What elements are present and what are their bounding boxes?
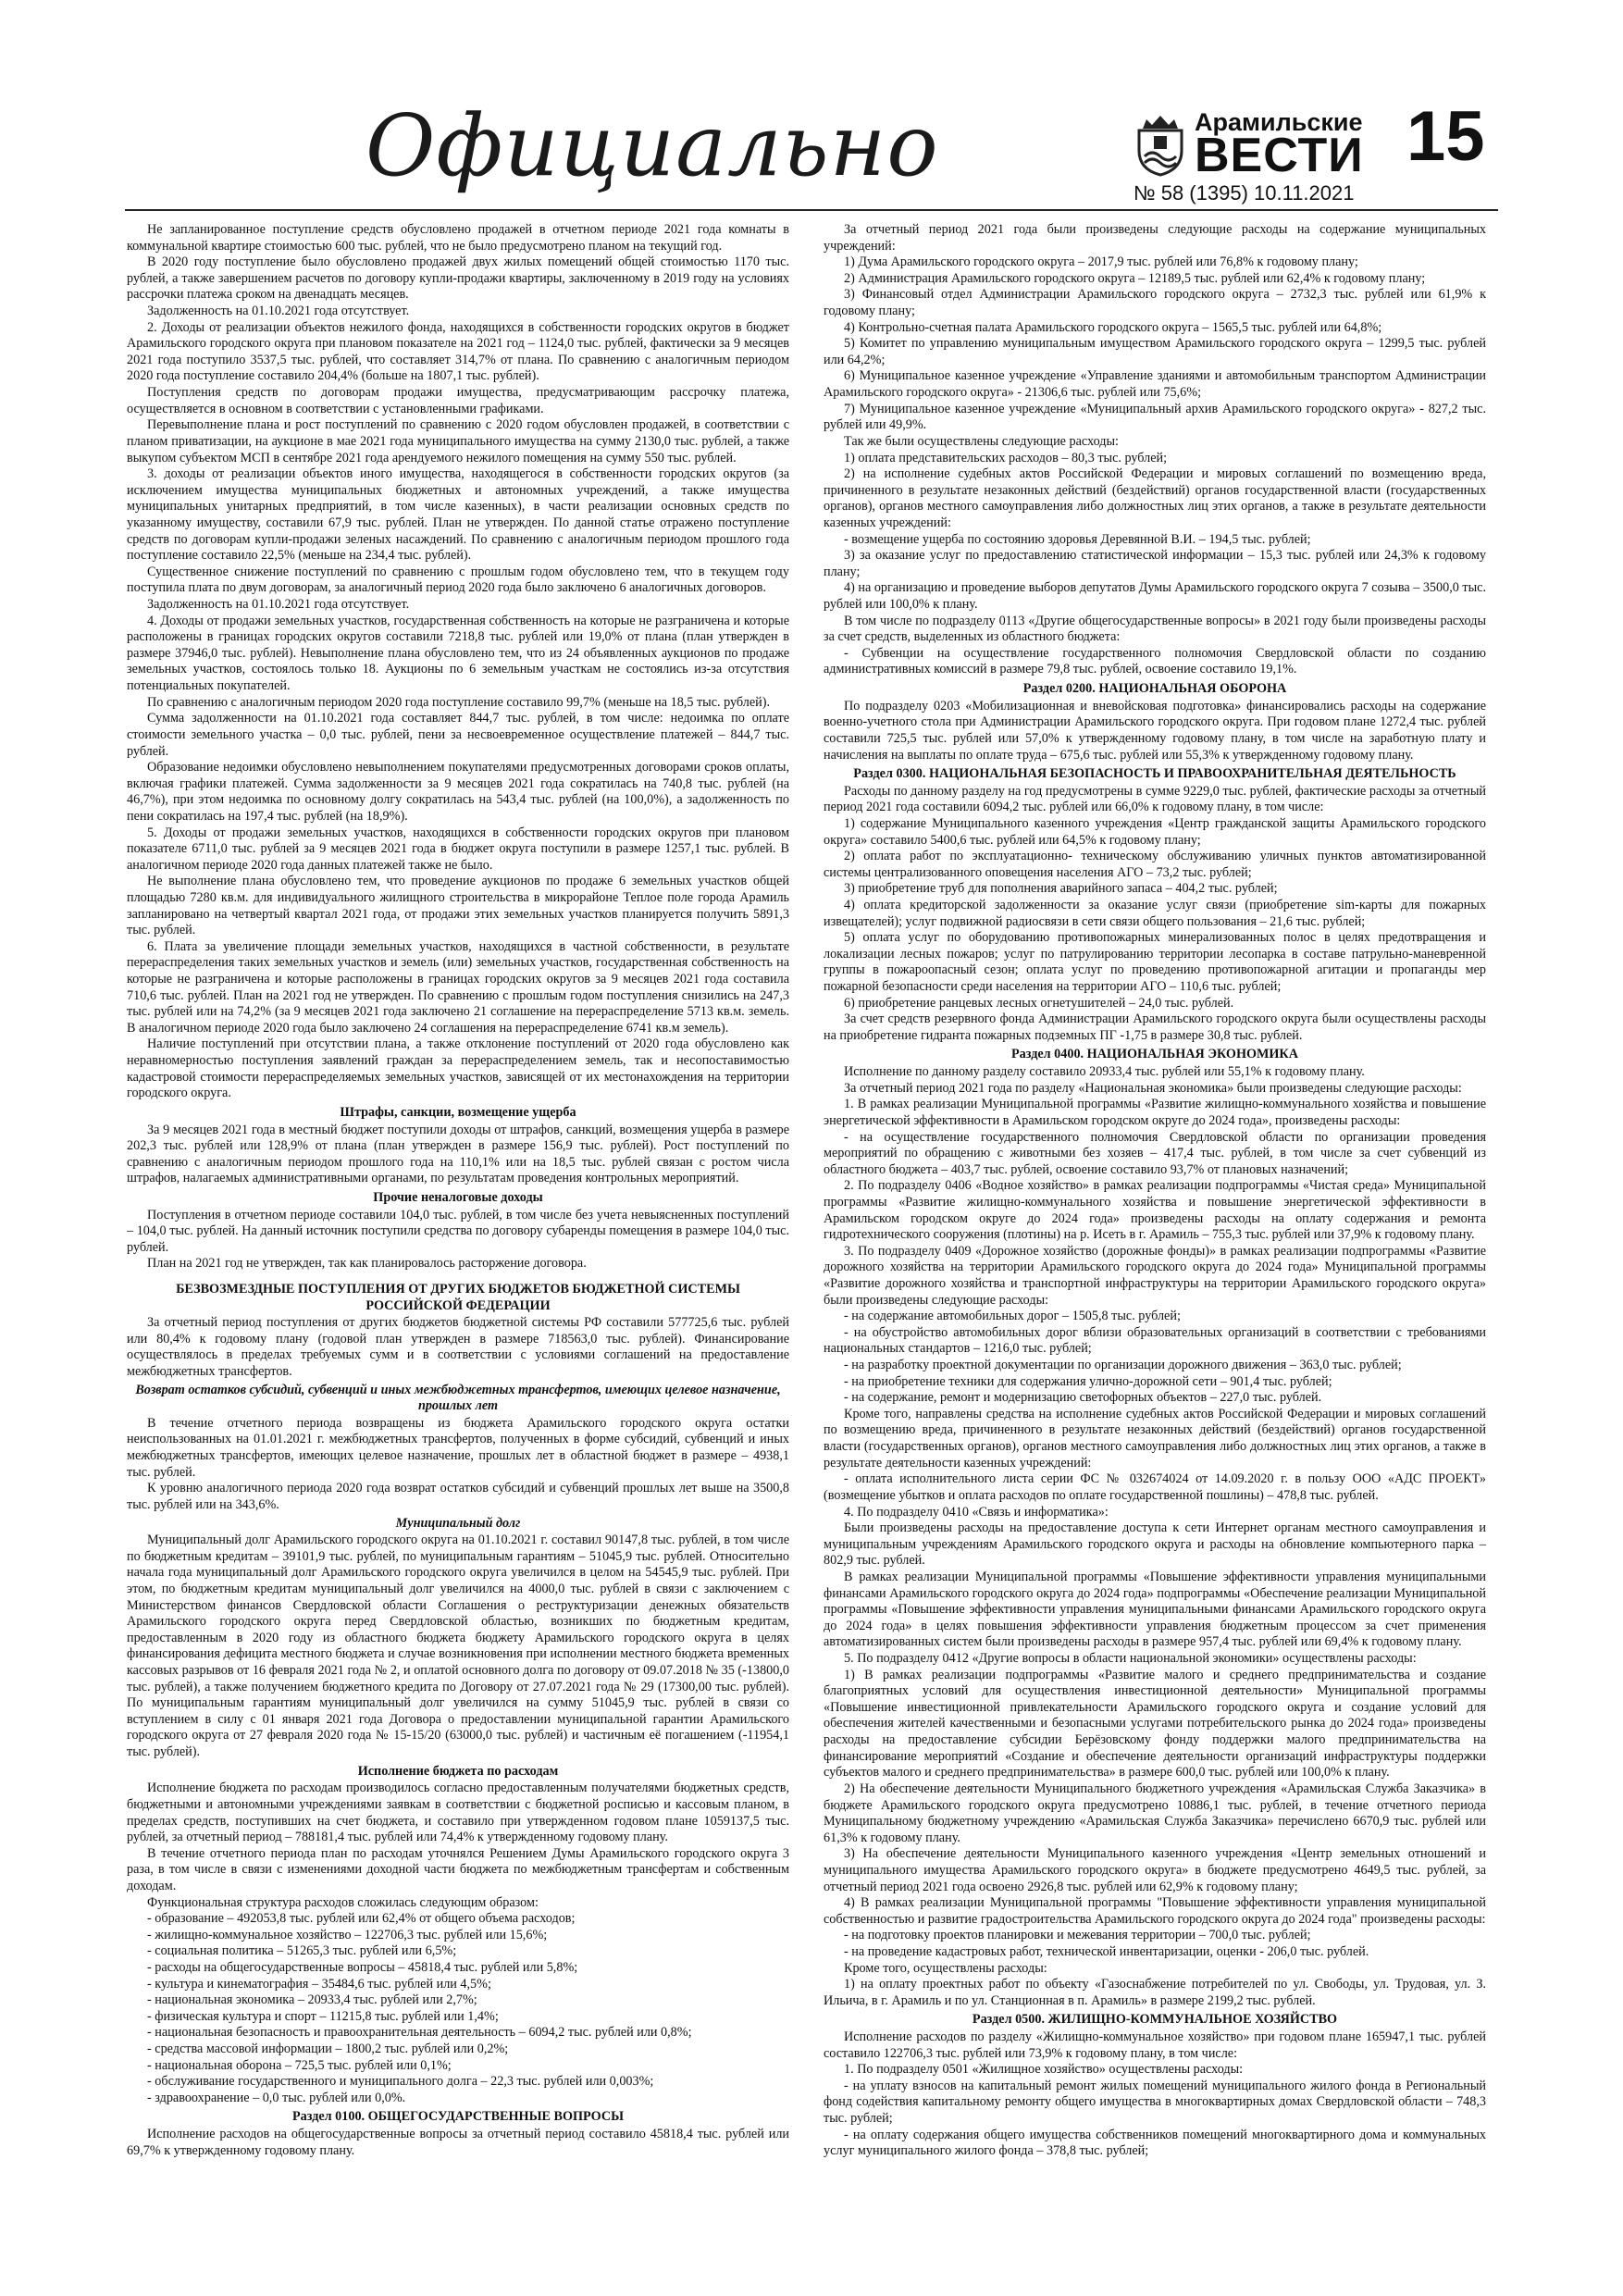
list-item: - на проведение кадастровых работ, технической инвентаризации, оценки - 206,0 тыс. рублей.	[844, 1943, 1369, 1959]
paragraph: 1) оплата представительских расходов – 80,3 тыс. рублей;	[844, 450, 1168, 465]
paragraph: 4) на организацию и проведение выборов депутатов Думы Арамильского городского округа 7 созыва – 3500,0 тыс. рублей или 100,0% к плану.	[824, 580, 1486, 613]
paragraph: Так же были осуществлены следующие расходы:	[844, 433, 1119, 449]
section-heading: БЕЗВОЗМЕЗДНЫЕ ПОСТУПЛЕНИЯ ОТ ДРУГИХ БЮДЖЕТОВ БЮДЖЕТНОЙ СИСТЕМЫ РОССИЙСКОЙ ФЕДЕРАЦИИ	[176, 1282, 740, 1313]
paragraph: Задолженность на 01.10.2021 года отсутствует.	[147, 597, 410, 613]
section-heading: Исполнение бюджета по расходам	[357, 1763, 559, 1779]
paragraph: В 2020 году поступление было обусловлено продажей двух жилых помещений общей стоимостью 1170 тыс. рублей, а также завершением расчетов по договору купли-продажи квартиры, заключенному в 2019 году на условиях рассрочки платежа сроком на двенадцать месяцев.	[127, 254, 789, 303]
paragraph: За 9 месяцев 2021 года в местный бюджет поступили доходы от штрафов, санкций, возмещения ущерба в размере 202,3 тыс. рублей или 128,9% от плана (план утвержден в размере 156,9 тыс. рублей). Рост поступлений по сравнению с аналогичным периодом прошлого года на 110,1% или на 18,5 тыс. рублей связан с ростом числа штрафов, налагаемых административными органами, по результатам проведения контрольных мероприятий.	[127, 1122, 789, 1186]
paragraph: Поступления в отчетном периоде составили 104,0 тыс. рублей, в том числе без учета невыясненных поступлений – 104,0 тыс. рублей. На данный источник поступили средства по договору субаренды помещения в размере 104,0 тыс. рублей.	[127, 1207, 789, 1255]
list-item: - средства массовой информации – 1800,2 тыс. рублей или 0,2%;	[147, 2042, 509, 2057]
paragraph: Не выполнение плана обусловлено тем, что проведение аукционов по продаже 6 земельных участков общей площадью 7280 кв.м. для индивидуального жилищного строительства в микрорайоне Теплое поле города Арамиль запланировано на четвертый квартал 2021 года, от продажи этих земельных участков планируется получить 5891,3 тыс. рублей.	[127, 874, 789, 938]
paragraph: 7) Муниципальное казенное учреждение «Муниципальный архив Арамильского городского округа» - 827,2 тыс. рублей или 49,9%.	[824, 401, 1486, 433]
list-item: - на уплату взносов на капитальный ремонт жилых помещений муниципального жилого фонда в Региональный фонд содействия капитальному ремонту общего имущества в многоквартирных домах Свердловской области – 748,3 тыс. рублей;	[824, 2078, 1486, 2127]
paragraph: Исполнение расходов по разделу «Жилищно-коммунальное хозяйство» при годовом плане 165947,1 тыс. рублей составило 122706,3 тыс. рублей или 73,9% к годовому плану, в том числе:	[824, 2029, 1486, 2061]
list-item: - на обустройство автомобильных дорог вблизи образовательных организаций в соответствии с требованиями национальных стандартов – 1216,0 тыс. рублей;	[824, 1324, 1486, 1357]
list-item: - на осуществление государственного полномочия Свердловской области по организации проведения мероприятий по обращению с животными без хозяев – 417,4 тыс. рублей, в том числе за счет субвенций из областного бюджета – 403,7 тыс. рублей, освоение составило 93,7% от плановых назначений;	[824, 1129, 1486, 1177]
paragraph: 4. По подразделу 0410 «Связь и информатика»:	[844, 1504, 1109, 1520]
section-heading: Штрафы, санкции, возмещение ущерба	[340, 1104, 576, 1120]
paragraph: 3) На обеспечение деятельности Муниципального казенного учреждения «Центр земельных отношений и муниципального имущества Арамильского городского округа» в бюджете предусмотрено 4649,5 тыс. рублей, за отчетный период 2021 года освоено 2926,8 тыс. рублей или 62,9% к годовому плану;	[824, 1846, 1486, 1894]
paragraph: По подразделу 0203 «Мобилизационная и вневойсковая подготовка» финансировались расходы на содержание военно-учетного стола при Администрации Арамильского городского округа. При годовом плане 1272,4 тыс. рублей составили 725,5 тыс. рублей или 57,0% к утвержденному годовому плану, в том числе на заработную плату и начисления на выплаты по оплате труда – 675,6 тыс. рублей или 55,3% к утвержденному годовому плану.	[824, 698, 1486, 763]
paragraph: 4) Контрольно-счетная палата Арамильского городского округа – 1565,5 тыс. рублей или 64,8%;	[844, 319, 1382, 335]
paragraph: За отчетный период поступления от других бюджетов бюджетной системы РФ составили 577725,6 тыс. рублей или 80,4% к годовому плану (годовой план утвержден в размере 718563,0 тыс. рублей). Финансирование осуществлялось в пределах требуемых сумм и в соответствии с условиями соглашений на предоставление межбюджетных трансфертов.	[127, 1315, 789, 1380]
subsection-heading: Муниципальный долг	[395, 1515, 521, 1531]
paragraph: За счет средств резервного фонда Администрации Арамильского городского округа были осуществлены расходы на приобретение гидранта пожарных подземных ПГ -1,75 в размере 30,8 тыс. рублей.	[824, 1011, 1486, 1043]
list-item: - обслуживание государственного и муниципального долга – 22,3 тыс. рублей или 0,003%;	[147, 2074, 654, 2090]
paragraph: 5. Доходы от продажи земельных участков, находящихся в собственности городских округов при плановом показателе 6711,0 тыс. рублей за 9 месяцев 2021 года в бюджет округа поступили в размере 1257,1 тыс. рублей. В аналогичном периоде 2020 года данных платежей также не было.	[127, 825, 789, 873]
section-heading: Раздел 0500. ЖИЛИЩНО-КОММУНАЛЬНОЕ ХОЗЯЙСТВО	[972, 2012, 1338, 2028]
list-item: - оплата исполнительного листа серии ФС № 032674024 от 14.09.2020 г. в пользу ООО «АДС ПРОЕКТ» (возмещение убытков и оплата расходов по оплате государственной пошлины) – 478,8 тыс. рублей.	[824, 1471, 1486, 1503]
paragraph: 1. В рамках реализации Муниципальной программы «Развитие жилищно-коммунального хозяйства и повышение энергетической эффективности в Арамильском городском округе до 2024 года», произведены расходы:	[824, 1097, 1486, 1128]
list-item: - на подготовку проектов планировки и межевания территории – 700,0 тыс. рублей;	[844, 1928, 1311, 1943]
page-number: 15	[1406, 97, 1485, 176]
paragraph: В течение отчетного периода возвращены из бюджета Арамильского городского округа остатки неиспользованных на 01.01.2021 г. межбюджетных трансфертов, полученных в форме субсидий, субвенций и иных межбюджетных трансфертов, имеющих целевое назначение, прошлых лет в областной бюджет в размере – 4938,1 тыс. рублей.	[127, 1415, 789, 1480]
logo-top-text: Арамильские	[1195, 108, 1363, 136]
paragraph: Исполнение по данному разделу составило 20933,4 тыс. рублей или 55,1% к годовому плану.	[844, 1064, 1365, 1080]
paragraph: 1) содержание Муниципального казенного учреждения «Центр гражданской защиты Арамильского городского округа» составило 5400,6 тыс. рублей или 64,5% к годовому плану;	[824, 815, 1486, 848]
paragraph: Перевыполнение плана и рост поступлений по сравнению с 2020 годом обусловлен продажей, в соответствии с планом приватизации, на аукционе в мае 2021 года муниципального имущества на сумму 2130,0 тыс. рублей, а также выкупом субъектом МСП в сентябре 2021 года арендуемого нежилого помещения на сумму 550 тыс. рублей.	[127, 417, 789, 465]
paragraph: План на 2021 год не утвержден, так как планировалось расторжение договора.	[147, 1256, 587, 1272]
paragraph: Не запланированное поступление средств обусловлено продажей в отчетном периоде 2021 года комнаты в коммунальной квартире стоимостью 600 тыс. рублей, что не было предусмотрено планом на текущий год.	[127, 222, 789, 254]
paragraph: 5. По подразделу 0412 «Другие вопросы в области национальной экономики» осуществлены расходы:	[844, 1651, 1417, 1667]
section-heading: Прочие неналоговые доходы	[373, 1189, 543, 1205]
list-item: - национальная оборона – 725,5 тыс. рублей или 0,1%;	[147, 2057, 452, 2073]
paragraph: По сравнению с аналогичным периодом 2020 года поступление составило 99,7% (меньше на 18,5 тыс. рублей).	[147, 694, 771, 710]
paragraph: Образование недоимки обусловлено невыполнением покупателями предусмотренных договорами сроков оплаты, включая графики платежей. Сумма задолженности за 9 месяцев 2021 года сократилась на 740,8 тыс. рублей (на 46,7%), при этом недоимка по основному долгу сократилась на 543,4 тыс. рублей (на 100,0%), а задолженность по пени сократилась на 197,4 тыс. рублей (на 18,9%).	[127, 760, 789, 824]
paragraph: В течение отчетного периода план по расходам уточнялся Решением Думы Арамильского городского округа 3 раза, в том числе в связи с изменениями доходной части бюджета по межбюджетным трансфертам и собственным доходам.	[127, 1845, 789, 1893]
paragraph: 3) приобретение труб для пополнения аварийного запаса – 404,2 тыс. рублей;	[844, 881, 1278, 897]
paragraph: 3. доходы от реализации объектов иного имущества, находящегося в собственности городских округов (за исключением имущества муниципальных бюджетных и автономных учреждений, а также имущества муниципальных унитарных предприятий, в том числе казенных), в части реализации основных средств по указанному имуществу, составили 67,9 тыс. рублей. План не утвержден. По данной статье отражено поступление средств по договорам купли-продажи зеленых насаждений. По сравнению с аналогичным периодом прошлого года поступление составило 22,5% (меньше на 234,4 тыс. рублей).	[127, 466, 789, 564]
list-item: - на содержание, ремонт и модернизацию светофорных объектов – 227,0 тыс. рублей.	[844, 1390, 1322, 1406]
list-item: - жилищно-коммунальное хозяйство – 122706,3 тыс. рублей или 15,6%;	[147, 1927, 548, 1942]
paragraph: 5) Комитет по управлению муниципальным имуществом Арамильского городского округа – 1299,5 тыс. рублей или 64,2%;	[824, 336, 1486, 367]
section-heading: Раздел 0300. НАЦИОНАЛЬНАЯ БЕЗОПАСНОСТЬ И ПРАВООХРАНИТЕЛЬНАЯ ДЕЯТЕЛЬНОСТЬ	[853, 766, 1456, 782]
paragraph: 6. Плата за увеличение площади земельных участков, находящихся в частной собственности, в результате перераспределения таких земельных участков и земель (или) земельных участков, государственная собственность на которые не разграничена и которые расположены в границах городских округов за 9 месяцев 2021 года составила 710,6 тыс. рублей. План на 2021 год не утвержден. По сравнению с прошлым годом поступления снизились на 247,3 тыс. рублей или на 74,2% (за 9 месяцев 2021 года заключено 21 соглашение на перераспределение 5713 кв.м. земель. В аналогичном периоде 2020 года было заключено 24 соглашения на перераспределение 6741 кв.м земель).	[127, 938, 789, 1036]
paragraph: 2) На обеспечение деятельности Муниципального бюджетного учреждения «Арамильская Служба Заказчика» в бюджете Арамильского городского округа предусмотрено 10886,1 тыс. рублей, в течение отчетного периода Муниципальному бюджетному учреждению «Арамильская Служба Заказчика» перечислено 6670,9 тыс. рублей или 61,3% к годовому плану.	[824, 1781, 1486, 1845]
paragraph: Муниципальный долг Арамильского городского округа на 01.10.2021 г. составил 90147,8 тыс. рублей, в том числе по бюджетным кредитам – 39101,9 тыс. рублей, по муниципальным гарантиям – 51045,9 тыс. рублей. Относительно начала года муниципальный долг Арамильского городского округа увеличился в целом на 54545,9 тыс. рублей. При этом, по бюджетным кредитам муниципальный долг увеличился на 4000,0 тыс. рублей в связи с заключением с Министерством финансов Свердловской области Соглашения о реструктуризации денежных обязательств Арамильского городского округа перед Свердловской областью, возникших по бюджетным кредитам, предоставленным в 2020 году из областного бюджета бюджету Арамильского городского округа в целях финансирования дефицита местного бюджета и случае возникновения при исполнении местного бюджета временных кассовых разрывов от 16 февраля 2021 года № 2, и оплатой основного долга по договору от 09.07.2018 № 35 (-13800,0 тыс. рублей), а также получением бюджетного кредита по Договору от 27.07.2021 года № 29 (17300,00 тыс. рублей). По муниципальным гарантиям муниципальный долг увеличился на сумму 51045,9 тыс. рублей в связи со вступлением в силу с 01 января 2021 года Договора о предоставлении муниципальной гарантии Арамильского городского округа от 27 февраля 2020 года № 15-15/20 (63000,0 тыс. рублей) и частичным её погашением (-11954,1 тыс. рублей).	[127, 1533, 789, 1760]
newspaper-logo	[1134, 106, 1364, 182]
list-item: - на разработку проектной документации по организации дорожного движения – 363,0 тыс. рублей;	[844, 1358, 1402, 1373]
list-item: - на содержание автомобильных дорог – 1505,8 тыс. рублей;	[844, 1309, 1181, 1324]
paragraph: За отчетный период 2021 года по разделу «Национальная экономика» были произведены следующие расходы:	[844, 1080, 1462, 1096]
paragraph: В том числе по подразделу 0113 «Другие общегосударственные вопросы» в 2021 году были произведены расходы за счет средств, выделенных из областного бюджета:	[824, 613, 1486, 645]
header-divider	[125, 209, 1498, 211]
page-header	[0, 0, 1623, 213]
list-item: - на оплату содержания общего имущества собственников помещений многоквартирного дома и коммунальных услуг муниципального жилого фонда – 378,8 тыс. рублей;	[824, 2127, 1486, 2159]
paragraph: 6) приобретение ранцевых лесных огнетушителей – 24,0 тыс. рублей.	[844, 995, 1234, 1011]
section-heading: Раздел 0100. ОБЩЕГОСУДАРСТВЕННЫЕ ВОПРОСЫ	[291, 2109, 625, 2125]
right-column	[824, 222, 1486, 2240]
paragraph: 6) Муниципальное казенное учреждение «Управление зданиями и автомобильным транспортом Администрации Арамильского городского округа» - 21306,6 тыс. рублей или 75,6%;	[824, 368, 1486, 401]
paragraph: Функциональная структура расходов сложилась следующим образом:	[147, 1894, 539, 1910]
left-column	[127, 222, 789, 2240]
list-item: - культура и кинематография – 35484,6 тыс. рублей или 4,5%;	[147, 1976, 491, 1992]
subsection-heading: Возврат остатков субсидий, субвенций и иных межбюджетных трансфертов, имеющих целевое назначение, прошлых лет	[135, 1382, 781, 1414]
section-heading: Раздел 0200. НАЦИОНАЛЬНАЯ ОБОРОНА	[1022, 681, 1287, 697]
list-item: - возмещение ущерба по состоянию здоровья Деревянной В.И. – 194,5 тыс. рублей;	[844, 531, 1311, 547]
paragraph: 1) Дума Арамильского городского округа – 2017,9 тыс. рублей или 76,8% к годовому плану;	[844, 254, 1358, 270]
list-item: - Субвенции на осуществление государственного полномочия Свердловской области по созданию административных комиссий в размере 79,8 тыс. рублей, освоение составило 19,1%.	[824, 645, 1486, 677]
list-item: - национальная безопасность и правоохранительная деятельность – 6094,2 тыс. рублей или 0,8%;	[147, 2025, 692, 2041]
list-item: - здравоохранение – 0,0 тыс. рублей или 0,0%.	[147, 2090, 406, 2105]
city-emblem-icon	[1134, 112, 1187, 177]
list-item: - расходы на общегосударственные вопросы – 45818,4 тыс. рублей или 5,8%;	[147, 1959, 578, 1975]
paragraph: Расходы по данному разделу на год предусмотрены в сумме 9229,0 тыс. рублей, фактические расходы за отчетный период 2021 года составили 6094,2 тыс. рублей или 66,0% к годовому плану, в том числе:	[824, 783, 1486, 815]
paragraph: Исполнение расходов на общегосударственные вопросы за отчетный период составило 45818,4 тыс. рублей или 69,7% к утвержденному годовому плану.	[127, 2127, 789, 2158]
paragraph: 1) В рамках реализации подпрограммы «Развитие малого и среднего предпринимательства и создание благоприятных условий для осуществления инвестиционной деятельности» Муниципальной программы «Повышение инвестиционной привлекательности Арамильского городского округа и создание условий для обеспечения жителей качественными и безопасными услугами потребительского рынка до 2024 года» произведены расходы на предоставление субсидии Берёзовскому фонду поддержки малого предпринимательства на финансирование мероприятий «Создание и обеспечение деятельности организаций инфраструктуры поддержки субъектов малого и среднего предпринимательства» в размере 600,0 тыс. рублей или 100,0% к плану.	[824, 1667, 1486, 1781]
list-item: - национальная экономика – 20933,4 тыс. рублей или 2,7%;	[147, 1992, 477, 2008]
list-item: - социальная политика – 51265,3 тыс. рублей или 6,5%;	[147, 1943, 457, 1959]
paragraph: Сумма задолженности на 01.10.2021 года составляет 844,7 тыс. рублей, в том числе: недоимка по оплате стоимости земельного участка – 0,0 тыс. рублей, пени за несвоевременное осуществление платежей – 844,7 тыс. рублей.	[127, 711, 789, 759]
paragraph: Существенное снижение поступлений по сравнению с прошлым годом обусловлено тем, что в текущем году поступила плата по двум договорам, за аналогичный период 2020 года было заключено 6 аналогичных договоров.	[127, 564, 789, 596]
paragraph: 4) оплата кредиторской задолженности за оказание услуг связи (приобретение sim-карты для пожарных извещателей); услуг подвижной радиосвязи в сети связи общего пользования – 21,6 тыс. рублей;	[824, 897, 1486, 929]
paragraph: 2. Доходы от реализации объектов нежилого фонда, находящихся в собственности городских округов в бюджет Арамильского городского округа при плановом показателе на 2021 год – 1124,0 тыс. рублей, фактически за 9 месяцев 2021 года поступило 3537,5 тыс. рублей, что составляет 314,7% от плана. По сравнению с аналогичным периодом 2020 года поступление составило 204,4% (больше на 1807,1 тыс. рублей).	[127, 319, 789, 384]
paragraph: К уровню аналогичного периода 2020 года возврат остатков субсидий и субвенций прошлых лет выше на 3500,8 тыс. рублей или на 343,6%.	[127, 1481, 789, 1512]
logo-main-text: ВЕСТИ	[1195, 129, 1364, 182]
section-heading: Раздел 0400. НАЦИОНАЛЬНАЯ ЭКОНОМИКА	[1011, 1047, 1298, 1062]
paragraph: За отчетный период 2021 года были произведены следующие расходы на содержание муниципальных учреждений:	[824, 222, 1486, 254]
list-item: - образование – 492053,8 тыс. рублей или 62,4% от общего объема расходов;	[147, 1911, 576, 1927]
section-title: Официально	[365, 96, 939, 195]
paragraph: 2) Администрация Арамильского городского округа – 12189,5 тыс. рублей или 62,4% к годовому плану;	[844, 270, 1426, 286]
paragraph: Кроме того, направлены средства на исполнение судебных актов Российской Федерации и мировых соглашений по возмещению вреда, причиненного в результате незаконных действий (бездействий) органов государственной власти (государственных органов), органов местного самоуправления либо должностных лиц этих органов, а также в результате деятельности казенных учреждений:	[824, 1406, 1486, 1471]
paragraph: Были произведены расходы на предоставление доступа к сети Интернет органам местного самоуправления и муниципальным учреждениям Арамильского городского округа и расходы на обновление компьютерного парка – 802,9 тыс. рублей.	[824, 1520, 1486, 1569]
list-item: - на приобретение техники для содержания улично-дорожной сети – 901,4 тыс. рублей;	[844, 1373, 1332, 1389]
paragraph: 5) оплата услуг по оборудованию противопожарных минерализованных полос в целях предотвращения и локализации лесных пожаров; услуг по патрулированию территории лесопарка в составе патрульно-маневренной группы в пожароопасный сезон; оплата услуг по проведению противопожарной агитации и пропаганды мер пожарной безопасности среди населения на территории АГО – 110,6 тыс. рублей;	[824, 930, 1486, 995]
paragraph: Поступления средств по договорам продажи имущества, предусматривающим рассрочку платежа, осуществляется в основном в соответствии с установленными графиками.	[127, 385, 789, 416]
list-item: - физическая культура и спорт – 11215,8 тыс. рублей или 1,4%;	[147, 2008, 499, 2024]
paragraph: 3. По подразделу 0409 «Дорожное хозяйство (дорожные фонды)» в рамках реализации подпрограммы «Развитие дорожного хозяйства на территории Арамильского городского округа до 2024 года» Муниципальной программы «Развитие дорожного хозяйства и транспортной инфраструктуры на территории Арамильского городского округа» были произведены следующие расходы:	[824, 1243, 1486, 1308]
paragraph: 4) В рамках реализации Муниципальной программы "Повышение эффективности управления муниципальной собственностью и развитие градостроительства Арамильского городского округа до 2024 года" произведены расходы:	[824, 1895, 1486, 1927]
paragraph: 1) на оплату проектных работ по объекту «Газоснабжение потребителей по ул. Свободы, ул. Трудовая, ул. З. Ильича, в г. Арамиль и по ул. Станционная в п. Арамиль» в размере 2199,2 тыс. рублей.	[824, 1977, 1486, 2008]
paragraph: 2) оплата работ по эксплуатационно- техническому обслуживанию уличных пунктов автоматизированной системы централизованного оповещения населения АГО – 73,2 тыс. рублей;	[824, 849, 1486, 880]
paragraph: Наличие поступлений при отсутствии плана, а также отклонение поступлений от 2020 года обусловлено как неравномерностью поступления заявлений граждан за перераспределением земель, так и несопоставимостью кадастровой стоимости перераспределяемых земельных участков, зависящей от их местонахождения на территории городского округа.	[127, 1036, 789, 1101]
issue-info: № 58 (1395) 10.11.2021	[1134, 181, 1355, 205]
paragraph: 1. По подразделу 0501 «Жилищное хозяйство» осуществлены расходы:	[844, 2062, 1244, 2078]
paragraph: Задолженность на 01.10.2021 года отсутствует.	[147, 304, 410, 319]
paragraph: Исполнение бюджета по расходам производилось согласно предоставленным получателями бюджетных средств, бюджетными и автономными учреждениями заявкам в соответствии с бюджетной росписью и кассовым планом, в пределах средств, поступивших на счет бюджета, и составило при утвержденном годовом плане 1059137,5 тыс. рублей, за отчетный период – 788181,4 тыс. рублей или 74,4% к утвержденному годовому плану.	[127, 1781, 789, 1845]
paragraph: Кроме того, осуществлены расходы:	[844, 1960, 1047, 1976]
paragraph: В рамках реализации Муниципальной программы «Повышение эффективности управления муниципальными финансами Арамильского городского округа до 2024 года» подпрограммы «Обеспечение реализации Муниципальной программы «Повышение эффективности управления муниципальными финансами Арамильского городского округа до 2024 года» в целях повышения эффективности управления бюджетным процессом за счет применения автоматизированных систем были произведены расходы в размере 957,4 тыс. рублей или 69,4% к годовому плану.	[824, 1569, 1486, 1650]
paragraph: 4. Доходы от продажи земельных участков, государственная собственность на которые не разграничена и которые расположены в границах городских округов составили 7218,8 тыс. рублей или 19,0% от плана (план утвержден в размере 37946,0 тыс. рублей). Невыполнение плана обусловлено тем, что из 24 объявленных аукционов по продаже земельных участков, состоялось только 18. Аукционы по 6 земельным участкам не состоялись из-за отсутствия потенциальных покупателей.	[127, 613, 789, 694]
paragraph: 3) за оказание услуг по предоставлению статистической информации – 15,3 тыс. рублей или 24,3% к годовому плану;	[824, 548, 1486, 579]
paragraph: 2) на исполнение судебных актов Российской Федерации и мировых соглашений по возмещению вреда, причиненного в результате незаконных действий (бездействий) органов государственной власти (государственных органов), органов местного самоуправления либо должностных лиц этих органов, а также в результате деятельности казенных учреждений:	[824, 466, 1486, 530]
paragraph: 3) Финансовый отдел Администрации Арамильского городского округа – 2732,3 тыс. рублей или 61,9% к годовому плану;	[824, 287, 1486, 319]
paragraph: 2. По подразделу 0406 «Водное хозяйство» в рамках реализации подпрограммы «Чистая среда» Муниципальной программы «Развитие жилищно-коммунального хозяйства и повышение энергетической эффективности в Арамильском городском округе до 2024 года» произведены расходы на оплату содержания и ремонта гидротехнического сооружения (плотины) на р. Исеть в г. Арамиль – 755,3 тыс. рублей или 37,9% к годовому плану.	[824, 1178, 1486, 1243]
